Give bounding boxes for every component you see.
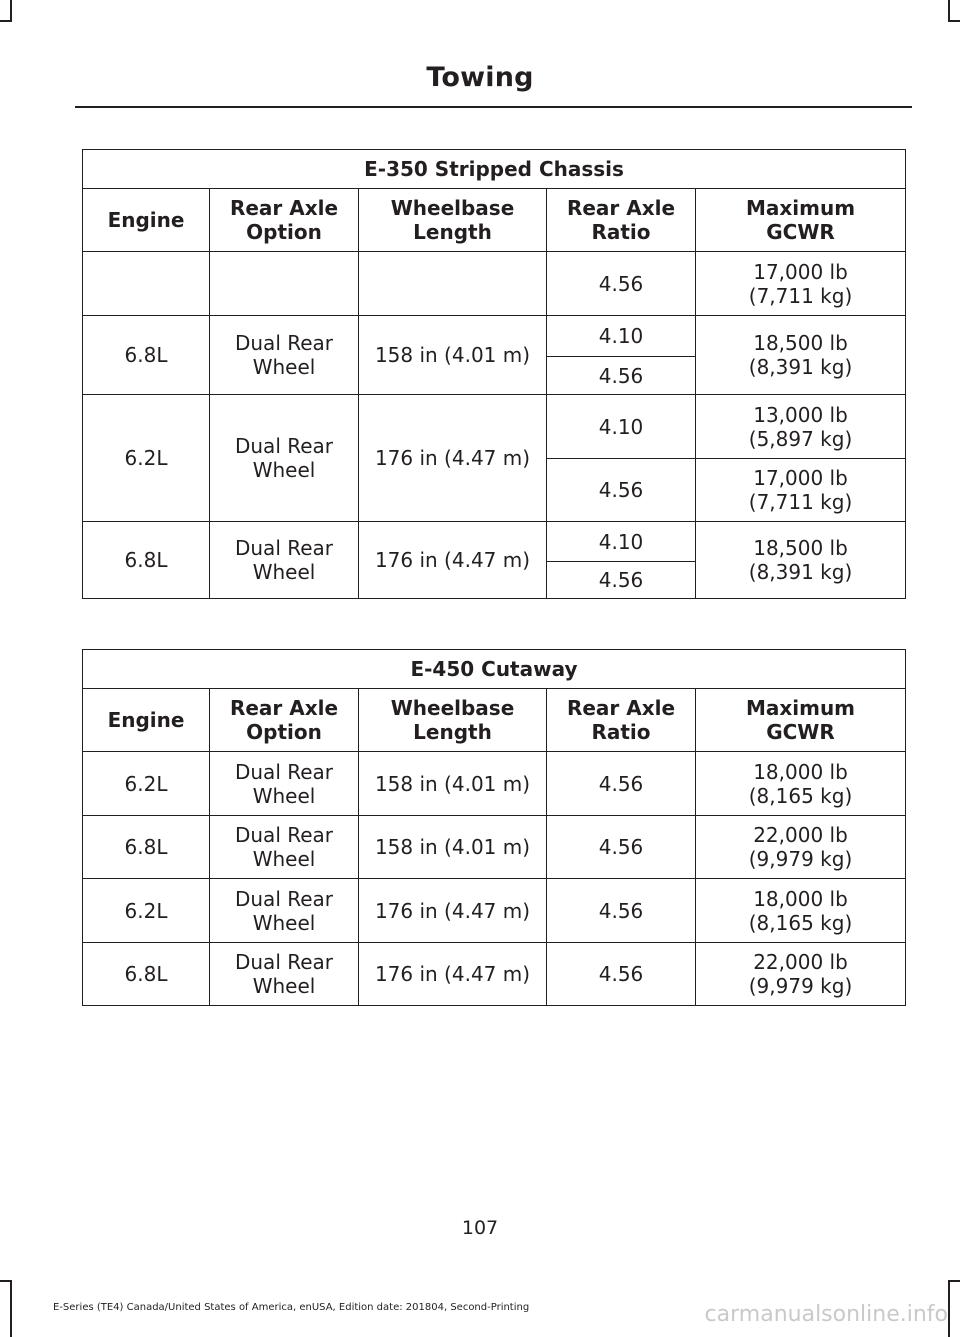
table-row <box>83 816 906 879</box>
header-wheelbase-length: Wheelbase Length <box>359 689 547 752</box>
cell-rear-axle-option: Dual Rear Wheel <box>210 316 359 395</box>
cell-engine: 6.2L <box>83 879 210 943</box>
table-header-row <box>83 689 906 752</box>
cell-ratio: 4.10 <box>547 395 696 459</box>
cell-ratio: 4.56 <box>547 562 696 599</box>
title-divider <box>75 106 912 108</box>
crop-mark <box>948 0 950 22</box>
cell-engine: 6.2L <box>83 395 210 522</box>
crop-mark <box>0 20 12 22</box>
cell-ratio: 4.56 <box>547 252 696 316</box>
table-row <box>83 395 906 459</box>
cell-engine: 6.8L <box>83 522 210 599</box>
crop-mark <box>10 0 12 22</box>
spec-table-e450 <box>82 649 906 1006</box>
cell-ratio: 4.10 <box>547 316 696 357</box>
cell-wheelbase <box>359 252 547 316</box>
cell-wheelbase: 176 in (4.47 m) <box>359 522 547 599</box>
crop-mark <box>948 20 960 22</box>
cell-rear-axle-option: Dual Rear Wheel <box>210 752 359 816</box>
table-header-row <box>83 189 906 252</box>
cell-ratio: 4.10 <box>547 522 696 562</box>
cell-gcwr: 18,000 lb (8,165 kg) <box>696 879 906 943</box>
crop-mark <box>948 1280 960 1282</box>
header-wheelbase-length: Wheelbase Length <box>359 189 547 252</box>
header-maximum-gcwr: Maximum GCWR <box>696 689 906 752</box>
cell-engine: 6.8L <box>83 316 210 395</box>
cell-wheelbase: 176 in (4.47 m) <box>359 943 547 1006</box>
cell-ratio: 4.56 <box>547 943 696 1006</box>
table-row <box>83 943 906 1006</box>
cell-engine: 6.8L <box>83 943 210 1006</box>
cell-rear-axle-option <box>210 252 359 316</box>
cell-wheelbase: 158 in (4.01 m) <box>359 816 547 879</box>
cell-engine: 6.2L <box>83 752 210 816</box>
edition-footer: E-Series (TE4) Canada/United States of America, enUSA, Edition date: 201804, Second-Printing <box>53 1302 530 1313</box>
crop-mark <box>0 1280 12 1282</box>
cell-gcwr: 17,000 lb (7,711 kg) <box>696 459 906 522</box>
cell-gcwr: 22,000 lb (9,979 kg) <box>696 816 906 879</box>
cell-gcwr: 18,500 lb (8,391 kg) <box>696 316 906 395</box>
table-row <box>83 752 906 816</box>
cell-rear-axle-option: Dual Rear Wheel <box>210 943 359 1006</box>
spec-table-e350 <box>82 149 906 599</box>
cell-wheelbase: 176 in (4.47 m) <box>359 395 547 522</box>
header-rear-axle-ratio: Rear Axle Ratio <box>547 189 696 252</box>
crop-mark <box>948 1280 950 1337</box>
cell-engine <box>83 252 210 316</box>
table-caption: E-350 Stripped Chassis <box>83 150 906 189</box>
cell-rear-axle-option: Dual Rear Wheel <box>210 816 359 879</box>
cell-gcwr: 17,000 lb (7,711 kg) <box>696 252 906 316</box>
cell-rear-axle-option: Dual Rear Wheel <box>210 879 359 943</box>
cell-gcwr: 18,000 lb (8,165 kg) <box>696 752 906 816</box>
page-number: 107 <box>461 1217 499 1239</box>
cell-ratio: 4.56 <box>547 752 696 816</box>
cell-wheelbase: 176 in (4.47 m) <box>359 879 547 943</box>
cell-ratio: 4.56 <box>547 357 696 395</box>
header-rear-axle-option: Rear Axle Option <box>210 189 359 252</box>
cell-ratio: 4.56 <box>547 816 696 879</box>
table-row <box>83 252 906 316</box>
cell-gcwr: 22,000 lb (9,979 kg) <box>696 943 906 1006</box>
header-engine: Engine <box>83 189 210 252</box>
header-rear-axle-ratio: Rear Axle Ratio <box>547 689 696 752</box>
cell-wheelbase: 158 in (4.01 m) <box>359 316 547 395</box>
header-engine: Engine <box>83 689 210 752</box>
cell-rear-axle-option: Dual Rear Wheel <box>210 522 359 599</box>
table-caption: E-450 Cutaway <box>83 650 906 689</box>
page-title: Towing <box>426 62 534 93</box>
cell-rear-axle-option: Dual Rear Wheel <box>210 395 359 522</box>
header-maximum-gcwr: Maximum GCWR <box>696 189 906 252</box>
crop-mark <box>10 1280 12 1337</box>
table-row <box>83 522 906 562</box>
watermark: carmanualsonline.info <box>704 1302 948 1327</box>
cell-gcwr: 18,500 lb (8,391 kg) <box>696 522 906 599</box>
cell-wheelbase: 158 in (4.01 m) <box>359 752 547 816</box>
cell-ratio: 4.56 <box>547 459 696 522</box>
cell-ratio: 4.56 <box>547 879 696 943</box>
table-row <box>83 879 906 943</box>
table-row <box>83 316 906 357</box>
header-rear-axle-option: Rear Axle Option <box>210 689 359 752</box>
cell-engine: 6.8L <box>83 816 210 879</box>
cell-gcwr: 13,000 lb (5,897 kg) <box>696 395 906 459</box>
